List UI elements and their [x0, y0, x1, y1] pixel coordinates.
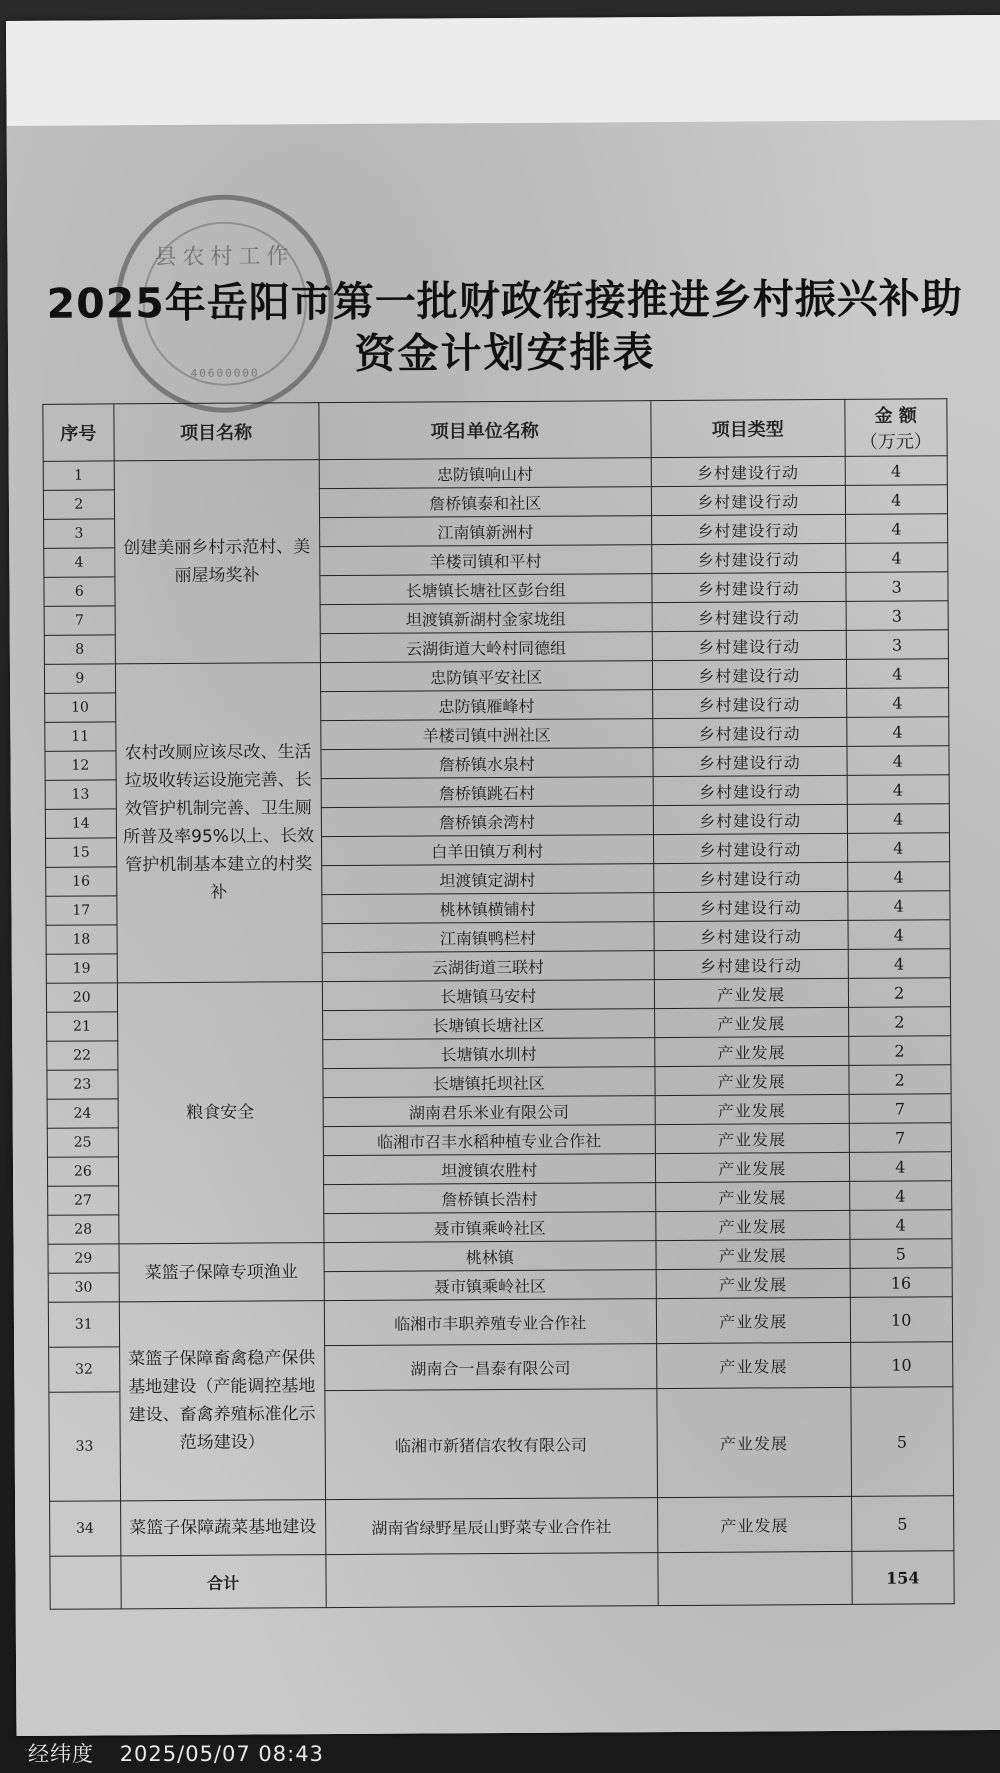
row-type: 产业发展: [655, 1065, 849, 1095]
header-project: 项目名称: [113, 403, 318, 461]
total-row: [50, 1551, 954, 1610]
row-idx: 30: [48, 1273, 119, 1302]
row-amount: 4: [847, 775, 950, 805]
row-amount: 2: [848, 1007, 951, 1037]
row-type: 乡村建设行动: [654, 862, 848, 892]
row-unit: 湖南省绿野星辰山野菜专业合作社: [325, 1498, 658, 1555]
row-amount: 4: [846, 659, 949, 689]
header-type: 项目类型: [651, 399, 845, 457]
row-type: 乡村建设行动: [652, 543, 846, 573]
row-type: 乡村建设行动: [653, 833, 847, 863]
row-idx: 4: [44, 548, 115, 577]
row-idx: 10: [45, 693, 116, 722]
document-title-line1: 2025年岳阳市第一批财政衔接推进乡村振兴补助: [46, 274, 963, 328]
row-unit: 长塘镇托坝社区: [322, 1067, 655, 1098]
row-idx: 18: [46, 925, 117, 954]
row-amount: 3: [845, 572, 948, 602]
row-amount: 4: [847, 833, 950, 863]
row-type: 产业发展: [656, 1297, 850, 1343]
header-idx: 序号: [43, 404, 114, 461]
row-type: 乡村建设行动: [652, 630, 846, 660]
row-amount: 2: [848, 978, 951, 1008]
row-idx: 14: [45, 809, 116, 838]
row-amount: 10: [850, 1342, 953, 1388]
row-unit: 坦渡镇定湖村: [321, 864, 654, 895]
row-type: 乡村建设行动: [652, 572, 846, 602]
total-idx-cell: [50, 1556, 121, 1609]
row-unit: 詹桥镇水泉村: [320, 748, 653, 779]
row-unit: 长塘镇长塘社区: [322, 1009, 655, 1040]
row-amount: 3: [846, 630, 949, 660]
row-unit: 忠防镇雁峰村: [320, 690, 653, 721]
row-idx: 34: [50, 1501, 121, 1556]
project-name-cell: 农村改厕应该尽改、生活垃圾收转运设施完善、长效管护机制完善、卫生厕所普及率95%以上、长效管护机制基本建立的村奖补: [115, 663, 322, 983]
row-type: 乡村建设行动: [653, 804, 847, 834]
document-page: [6, 15, 1000, 1736]
project-name-cell: 创建美丽乡村示范村、美丽屋场奖补: [114, 460, 320, 664]
row-amount: 5: [849, 1239, 952, 1269]
row-idx: 15: [46, 838, 117, 867]
row-amount: 4: [846, 717, 949, 747]
row-type: 乡村建设行动: [653, 688, 847, 718]
row-type: 乡村建设行动: [653, 717, 847, 747]
row-unit: 詹桥镇跳石村: [321, 777, 654, 808]
project-name-cell: 菜篮子保障蔬菜基地建设: [120, 1500, 325, 1556]
row-idx: 3: [44, 519, 115, 548]
row-type: 乡村建设行动: [652, 659, 846, 689]
row-unit: 江南镇新洲村: [319, 516, 652, 547]
row-unit: 忠防镇平安社区: [320, 661, 653, 692]
row-amount: 2: [848, 1036, 951, 1066]
row-type: 产业发展: [655, 1036, 849, 1066]
row-idx: 29: [48, 1244, 119, 1273]
row-amount: 16: [850, 1268, 953, 1298]
row-idx: 26: [47, 1157, 118, 1186]
paper-top-margin: [6, 15, 1000, 131]
row-amount: 4: [848, 949, 951, 979]
header-amount-unit: （万元）: [859, 431, 932, 453]
row-unit: 湖南君乐米业有限公司: [323, 1096, 656, 1127]
row-unit: 聂市镇乘岭社区: [323, 1212, 656, 1243]
watermark-brand: 经纬度: [28, 1742, 94, 1766]
row-idx: 23: [47, 1070, 118, 1099]
row-type: 产业发展: [655, 1152, 849, 1182]
row-type: 产业发展: [654, 978, 848, 1008]
seal-text: 县农村工作: [154, 244, 295, 271]
table-row: [48, 1297, 952, 1348]
row-idx: 33: [49, 1392, 120, 1501]
total-type-cell: [658, 1551, 852, 1605]
row-unit: 云湖街道大岭村同德组: [320, 632, 653, 663]
row-amount: 4: [845, 456, 948, 486]
row-type: 产业发展: [655, 1123, 849, 1153]
row-type: 乡村建设行动: [651, 485, 845, 515]
row-type: 乡村建设行动: [651, 514, 845, 544]
row-type: 乡村建设行动: [654, 920, 848, 950]
row-amount: 7: [849, 1123, 952, 1153]
row-idx: 28: [48, 1215, 119, 1244]
row-unit: 长塘镇水圳村: [322, 1038, 655, 1069]
camera-watermark: [28, 1738, 324, 1768]
row-unit: 江南镇鸭栏村: [322, 922, 655, 953]
row-amount: 4: [845, 514, 948, 544]
watermark-datetime: 2025/05/07 08:43: [119, 1742, 324, 1766]
row-type: 产业发展: [656, 1210, 850, 1240]
row-idx: 24: [47, 1099, 118, 1128]
row-idx: 11: [45, 722, 116, 751]
row-amount: 4: [847, 862, 950, 892]
row-amount: 4: [845, 485, 948, 515]
row-unit: 坦渡镇新湖村金家垅组: [320, 603, 653, 634]
document-title-line2: 资金计划安排表: [354, 328, 656, 378]
total-amount: 154: [851, 1551, 954, 1605]
row-type: 产业发展: [657, 1387, 851, 1497]
row-type: 产业发展: [656, 1181, 850, 1211]
row-idx: 9: [44, 664, 115, 693]
row-unit: 忠防镇响山村: [319, 458, 652, 489]
row-type: 乡村建设行动: [651, 456, 845, 486]
row-idx: 16: [46, 867, 117, 896]
row-type: 产业发展: [656, 1239, 850, 1269]
row-type: 乡村建设行动: [653, 746, 847, 776]
row-idx: 19: [46, 954, 117, 983]
row-idx: 12: [45, 751, 116, 780]
row-amount: 4: [848, 920, 951, 950]
row-idx: 25: [47, 1128, 118, 1157]
row-unit: 詹桥镇余湾村: [321, 806, 654, 837]
row-idx: 17: [46, 896, 117, 925]
row-unit: 詹桥镇泰和社区: [319, 487, 652, 518]
row-unit: 詹桥镇长浩村: [323, 1183, 656, 1214]
row-unit: 白羊田镇万利村: [321, 835, 654, 866]
row-type: 乡村建设行动: [654, 891, 848, 921]
row-idx: 21: [47, 1012, 118, 1041]
row-amount: 3: [846, 601, 949, 631]
header-unit: 项目单位名称: [318, 401, 651, 460]
row-idx: 20: [46, 983, 117, 1012]
row-amount: 7: [849, 1094, 952, 1124]
row-amount: 4: [847, 891, 950, 921]
table-row: [50, 1496, 954, 1557]
row-unit: 羊楼司镇中洲社区: [320, 719, 653, 750]
row-idx: 7: [44, 606, 115, 635]
row-idx: 31: [48, 1302, 119, 1347]
row-type: 产业发展: [656, 1268, 850, 1298]
row-unit: 临湘市新猪信农牧有限公司: [324, 1389, 657, 1500]
row-unit: 桃林镇: [323, 1241, 656, 1272]
row-unit: 长塘镇长塘社区彭台组: [319, 574, 652, 605]
row-type: 产业发展: [655, 1094, 849, 1124]
row-unit: 坦渡镇农胜村: [323, 1154, 656, 1185]
row-amount: 4: [846, 688, 949, 718]
row-amount: 4: [849, 1152, 952, 1182]
row-amount: 4: [846, 746, 949, 776]
header-amount: [844, 399, 947, 457]
row-unit: 临湘市召丰水稻种植专业合作社: [323, 1125, 656, 1156]
row-unit: 羊楼司镇和平村: [319, 545, 652, 576]
row-idx: 2: [43, 490, 114, 519]
row-type: 乡村建设行动: [652, 601, 846, 631]
row-amount: 4: [845, 543, 948, 573]
project-name-cell: 菜篮子保障专项渔业: [119, 1243, 324, 1302]
row-idx: 13: [45, 780, 116, 809]
header-amount-label: 金 额: [874, 405, 917, 427]
row-unit: 聂市镇乘岭社区: [324, 1270, 657, 1301]
row-type: 乡村建设行动: [653, 775, 847, 805]
row-idx: 8: [44, 635, 115, 664]
row-type: 产业发展: [655, 1007, 849, 1037]
row-idx: 1: [43, 461, 114, 490]
row-amount: 2: [848, 1065, 951, 1095]
project-name-cell: 菜篮子保障畜禽稳产保供基地建设（产能调控基地建设、畜禽养殖标准化示范场建设）: [119, 1301, 325, 1501]
total-unit-cell: [325, 1553, 658, 1608]
row-idx: 32: [49, 1347, 120, 1392]
row-type: 产业发展: [657, 1496, 851, 1552]
row-unit: 湖南合一昌泰有限公司: [324, 1344, 657, 1391]
fund-plan-table: [42, 398, 954, 1610]
row-amount: 4: [849, 1210, 952, 1240]
row-unit: 桃林镇横铺村: [321, 893, 654, 924]
row-amount: 4: [849, 1181, 952, 1211]
table-header-row: [43, 399, 947, 462]
row-amount: 10: [850, 1297, 953, 1343]
row-unit: 临湘市丰职养殖专业合作社: [324, 1299, 657, 1346]
row-unit: 长塘镇马安村: [322, 980, 655, 1011]
row-idx: 22: [47, 1041, 118, 1070]
row-idx: 27: [48, 1186, 119, 1215]
row-amount: 5: [850, 1387, 953, 1497]
row-amount: 4: [847, 804, 950, 834]
table-body: [43, 456, 954, 1557]
row-unit: 云湖街道三联村: [322, 951, 655, 982]
row-amount: 5: [851, 1496, 954, 1552]
total-label: 合计: [120, 1555, 325, 1609]
row-type: 产业发展: [657, 1342, 851, 1388]
project-name-cell: 粮食安全: [117, 982, 324, 1244]
row-idx: 6: [44, 577, 115, 606]
row-type: 乡村建设行动: [654, 949, 848, 979]
seal-code: 40600000: [190, 366, 260, 380]
